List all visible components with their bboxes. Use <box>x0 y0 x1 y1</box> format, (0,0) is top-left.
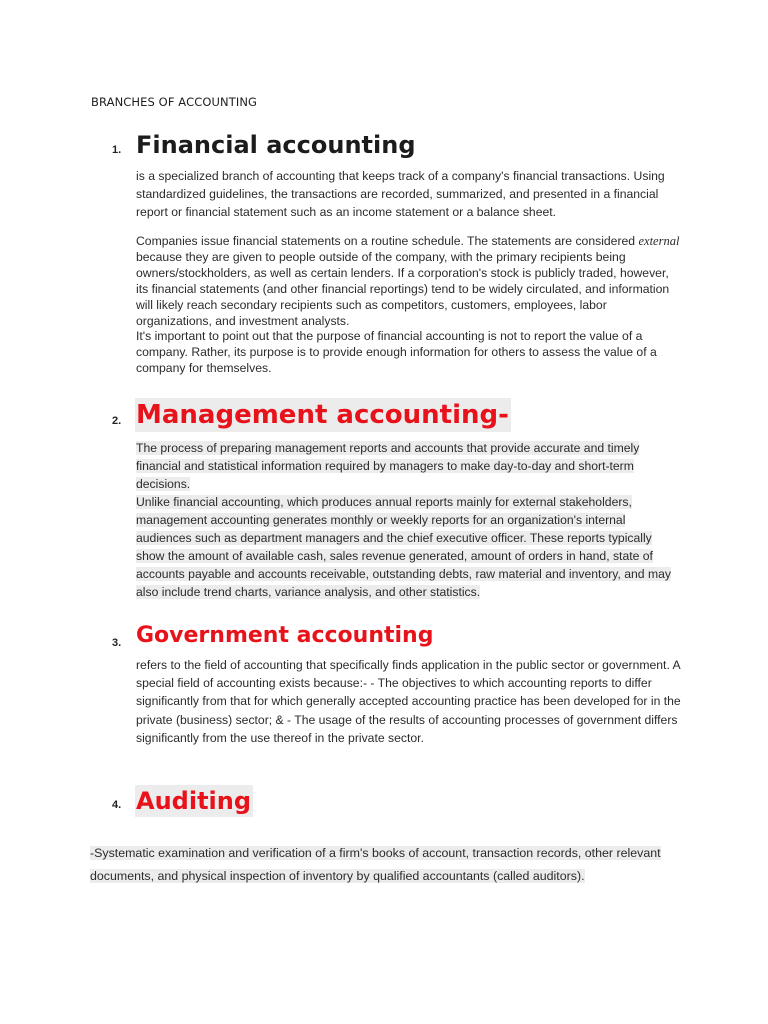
auditing-body <box>90 842 680 888</box>
list-number-2: 2. <box>112 415 122 427</box>
financial-paragraph-2-start: Companies issue financial statements on a routine schedule. The statements are considered <box>136 234 639 248</box>
heading-auditing: Auditing <box>136 787 252 815</box>
financial-paragraph-1: is a specialized branch of accounting that keeps track of a company's financial transactions. Using standardized guidelines, the transactions are recorded, summarized, and presented in a financial report or financial statement such as an income statement or a balance sheet. <box>136 169 665 219</box>
list-number-1: 1. <box>112 144 122 156</box>
management-paragraph-1: The process of preparing management reports and accounts that provide accurate and timely financial and statistical information required by managers to make day-to-day and short-term decisions. <box>136 441 640 491</box>
financial-paragraph-3: It's important to point out that the purpose of financial accounting is not to report the value of a company. Rather, its purpose is to provide enough information for others to assess the value of a company for themselves. <box>136 329 657 376</box>
financial-paragraph-2 <box>136 234 681 329</box>
heading-government-accounting: Government accounting <box>136 623 434 648</box>
financial-accounting-body <box>136 167 681 377</box>
list-number-4: 4. <box>112 799 122 811</box>
external-emphasis: external <box>638 234 680 248</box>
document-title: BRANCHES OF ACCOUNTING <box>91 95 258 109</box>
financial-paragraph-2-end: because they are given to people outside of the company, with the primary recipients being owners/stockholders, as well as certain lenders. If a corporation's stock is publicly traded, however, its financial statements (and other financial reportings) tend to be widely circulated, and information will likely reach secondary recipients such as competitors, customers, employees, labor organizations, and investment analysts. <box>136 249 670 328</box>
auditing-paragraph: -Systematic examination and verification of a firm's books of account, transaction records, other relevant documents, and physical inspection of inventory by qualified accountants (called auditors). <box>90 846 661 883</box>
list-number-3: 3. <box>112 637 122 649</box>
government-accounting-body: refers to the field of accounting that specifically finds application in the public sector or government. A special field of accounting exists because:- - The objectives to which accounting reports to differ significantly from that for which generally accepted accounting practice has been developed for in the private (business) sector; & - The usage of the results of accounting processes of government differs significantly from the use thereof in the private sector. <box>136 658 681 745</box>
heading-management-accounting: Management accounting- <box>136 400 509 430</box>
management-paragraph-2: Unlike financial accounting, which produces annual reports mainly for external stakeholders, management accounting generates monthly or weekly reports for an organization's internal audiences such as department managers and the chief executive officer. These reports typically show the amount of available cash, sales revenue generated, amount of orders in hand, state of accounts payable and accounts receivable, outstanding debts, raw material and inventory, and may also include trend charts, variance analysis, and other statistics. <box>136 495 671 599</box>
management-accounting-body <box>136 439 681 601</box>
heading-financial-accounting: Financial accounting <box>136 131 416 159</box>
